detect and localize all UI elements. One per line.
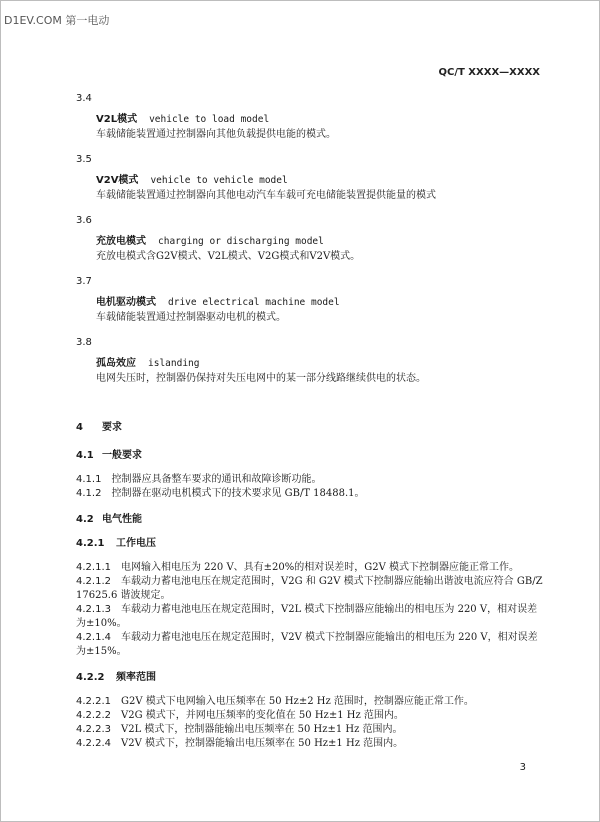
clause-4-2-1-3: 4.2.1.3 车载动力蓄电池电压在规定范围时，V2L 模式下控制器应能输出的相电压为 220 V，相对误差 [76,604,538,615]
clause-number: 3.7 [76,276,92,287]
section-number: 4.2 [76,514,94,525]
term-en: islanding [148,358,200,369]
standard-code: QC/T XXXX—XXXX [438,67,540,78]
clause-4-2-1-2-cont: 17625.6 谐波规定。 [76,590,171,601]
term-en: drive electrical machine model [168,297,340,308]
section-4-heading [76,421,546,435]
term-en: vehicle to load model [149,114,270,125]
clause-4-2-1-4: 4.2.1.4 车载动力蓄电池电压在规定范围时，V2V 模式下控制器应能输出的相电压为 220 V，相对误差 [76,632,538,643]
definition-3-8 [76,336,546,386]
section-4-2-1-heading [76,537,546,551]
term [96,234,546,250]
clause-4-2-1-4-cont: 为±15%。 [76,646,127,657]
term-definition: 车载储能装置通过控制器驱动电机的模式。 [96,312,286,323]
term-zh: V2V模式 [96,175,139,186]
term-definition: 车载储能装置通过控制器向其他负载提供电能的模式。 [96,129,336,140]
clause-4-2-2-2: 4.2.2.2 V2G 模式下，并网电压频率的变化值在 50 Hz±1 Hz 范围内。 [76,710,404,721]
term [96,112,546,128]
section-number: 4.1 [76,450,94,461]
clause-number: 3.4 [76,93,92,104]
clause-4-2-2-3: 4.2.2.3 V2L 模式下，控制器能输出电压频率在 50 Hz±1 Hz 范围内。 [76,724,403,735]
section-number: 4.2.1 [76,538,105,549]
definition-3-6 [76,214,546,264]
term-zh: 孤岛效应 [96,358,136,369]
clause-number: 3.8 [76,337,92,348]
clause-4-2-2-1: 4.2.2.1 G2V 模式下电网输入电压频率在 50 Hz±2 Hz 范围时，控制器应能正常工作。 [76,696,474,707]
term-zh: 充放电模式 [96,236,146,247]
term-en: charging or discharging model [158,236,324,247]
term-definition: 电网失压时，控制器仍保持对失压电网中的某一部分线路继续供电的状态。 [96,373,426,384]
section-number: 4.2.2 [76,672,105,683]
section-title: 要求 [102,422,122,433]
section-4-1-heading [76,449,546,463]
term-en: vehicle to vehicle model [150,175,288,186]
definition-3-5 [76,153,546,203]
section-title: 一般要求 [102,450,142,461]
section-4-2-2-heading [76,671,546,685]
clause-4-2-1-2: 4.2.1.2 车载动力蓄电池电压在规定范围时，V2G 和 G2V 模式下控制器应能输出谐波电流应符合 GB/Z [76,576,543,587]
section-title: 电气性能 [102,514,142,525]
definition-3-7 [76,275,546,325]
section-4-2-heading [76,513,546,527]
section-title: 频率范围 [116,672,156,683]
clause-4-2-1-3-cont: 为±10%。 [76,618,127,629]
section-number: 4 [76,422,83,433]
term [96,356,546,372]
clause-4-1-2: 4.1.2 控制器在驱动电机模式下的技术要求见 GB/T 18488.1。 [76,488,365,499]
clause-4-2-2-4: 4.2.2.4 V2V 模式下，控制器能输出电压频率在 50 Hz±1 Hz 范围内。 [76,738,404,749]
term-definition: 充放电模式含G2V模式、V2L模式、V2G模式和V2V模式。 [96,251,361,262]
document-body [76,92,546,751]
term-zh: V2L模式 [96,114,138,125]
page-number: 3 [519,762,526,773]
term [96,295,546,311]
clause-4-1-1: 4.1.1 控制器应具备整车要求的通讯和故障诊断功能。 [76,474,322,485]
site-watermark: D1EV.COM 第一电动 [4,14,110,27]
clause-4-2-1-1: 4.2.1.1 电网输入相电压为 220 V、具有±20%的相对误差时，G2V 模式下控制器应能正常工作。 [76,562,520,573]
term [96,173,546,189]
clause-number: 3.6 [76,215,92,226]
definition-3-4 [76,92,546,142]
clause-number: 3.5 [76,154,92,165]
term-definition: 车载储能装置通过控制器向其他电动汽车车载可充电储能装置提供能量的模式 [96,190,436,201]
section-title: 工作电压 [116,538,156,549]
term-zh: 电机驱动模式 [96,297,156,308]
